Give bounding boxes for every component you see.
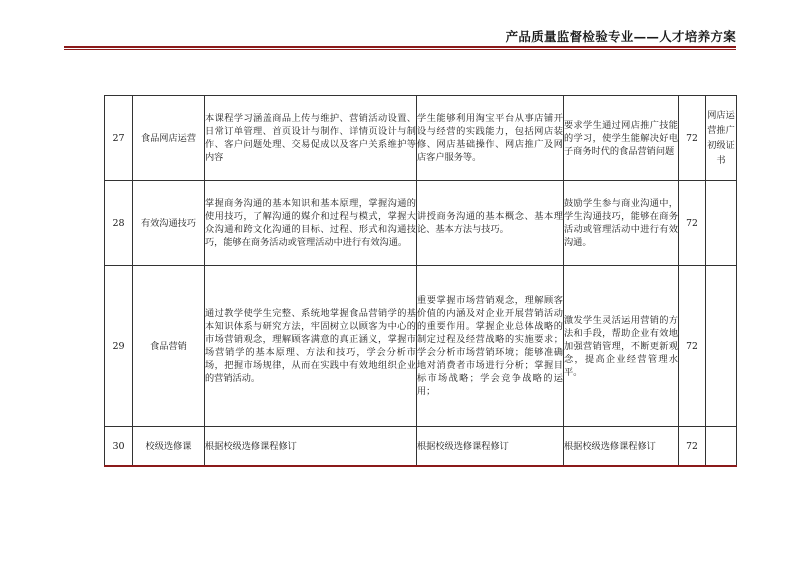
course-certificate: 网店运营推广初级证书 xyxy=(706,96,737,181)
course-hours: 72 xyxy=(679,181,706,266)
teaching-requirements: 重要掌握市场营销观念，理解顾客价值的内涵及对企业开展营销活动的重要作用。掌握企业总体战略的制定过程及经营战略的实施要求；学会分析市场营销环境；能够准确地对消费者市场进行分析；掌握目标市场战略；学会竞争战略的运用； xyxy=(417,266,564,427)
course-certificate xyxy=(706,181,737,266)
page-header-title: 产品质量监督检验专业——人才培养方案 xyxy=(505,29,736,44)
course-hours: 72 xyxy=(679,96,706,181)
course-number: 28 xyxy=(105,181,133,266)
teaching-requirements: 讲授商务沟通的基本概念、基本理论、基本方法与技巧。 xyxy=(417,181,564,266)
course-goal: 要求学生通过网店推广技能的学习，使学生能解决好电子商务时代的食品营销问题 xyxy=(564,96,679,181)
table-row xyxy=(105,96,737,181)
teaching-requirements: 根据校级选修课程修订 xyxy=(417,427,564,467)
course-name: 校级选修课 xyxy=(133,427,205,467)
table-row xyxy=(105,427,737,467)
table-row xyxy=(105,181,737,266)
course-name: 食品营销 xyxy=(133,266,205,427)
table-row xyxy=(105,266,737,427)
curriculum-table xyxy=(104,95,737,467)
course-number: 27 xyxy=(105,96,133,181)
course-content: 本课程学习涵盖商品上传与维护、营销活动设置、日常订单管理、首页设计与制作、详情页设计与制作、客户问题处理、交易促成以及客户关系维护等内容 xyxy=(205,96,417,181)
course-content: 根据校级选修课程修订 xyxy=(205,427,417,467)
course-content: 掌握商务沟通的基本知识和基本原理，掌握沟通的使用技巧，了解沟通的媒介和过程与模式，掌握大众沟通和跨文化沟通的目标、过程、形式和沟通技巧，能够在商务活动或管理活动中进行有效沟通。 xyxy=(205,181,417,266)
course-certificate xyxy=(706,427,737,467)
course-name: 食品网店运营 xyxy=(133,96,205,181)
course-number: 30 xyxy=(105,427,133,467)
course-content: 通过教学使学生完整、系统地掌握食品营销学的基本知识体系与研究方法，牢固树立以顾客为中心的市场营销观念，理解顾客满意的真正涵义，掌握市场营销学的基本原理、方法和技巧，学会分析市场，把握市场规律，从而在实践中有效地组织企业的营销活动。 xyxy=(205,266,417,427)
course-number: 29 xyxy=(105,266,133,427)
header-divider-thin xyxy=(64,49,736,50)
course-name: 有效沟通技巧 xyxy=(133,181,205,266)
teaching-requirements: 学生能够利用淘宝平台从事店铺开设与经营的实践能力，包括网店装修、网店基础操作、网店推广及网店客户服务等。 xyxy=(417,96,564,181)
course-goal: 激发学生灵活运用营销的方法和手段，帮助企业有效地加强营销管理，不断更新观念，提高企业经营管理水平。 xyxy=(564,266,679,427)
header-divider xyxy=(64,46,736,48)
course-goal: 鼓励学生参与商业沟通中，学生沟通技巧，能够在商务活动或管理活动中进行有效沟通。 xyxy=(564,181,679,266)
course-hours: 72 xyxy=(679,266,706,427)
course-hours: 72 xyxy=(679,427,706,467)
course-certificate xyxy=(706,266,737,427)
course-goal: 根据校级选修课程修订 xyxy=(564,427,679,467)
